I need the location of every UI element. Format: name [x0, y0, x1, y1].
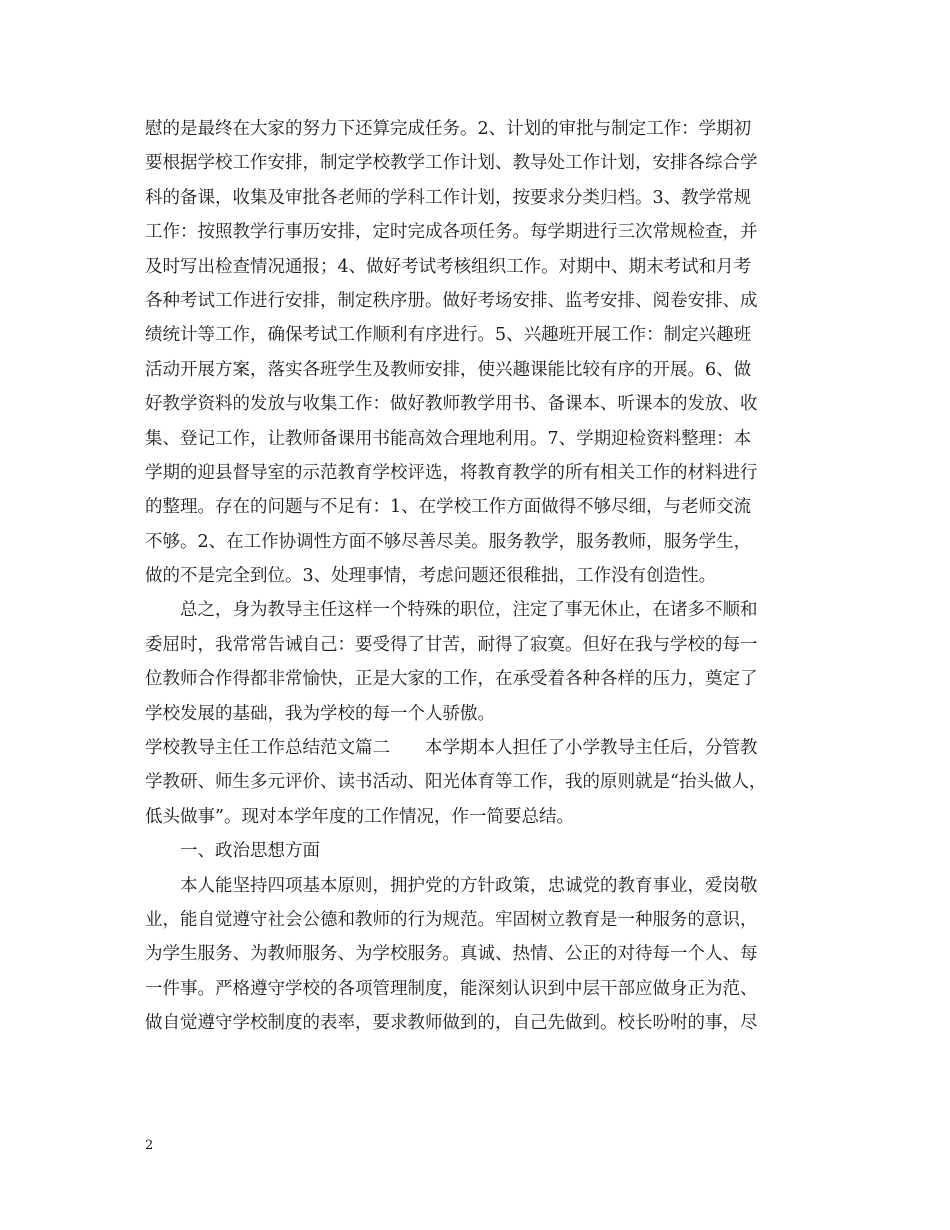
text-line: 业，能自觉遵守社会公德和教师的行为规范。牢固树立教育是一种服务的意识，: [145, 909, 758, 930]
text-line: 工作：按照教学行事历安排，定时完成各项任务。每学期进行三次常规检查，并: [145, 222, 758, 243]
text-line: 及时写出检查情况通报；4、做好考试考核组织工作。对期中、期末考试和月考: [145, 256, 752, 277]
text-line: 的整理。存在的问题与不足有：1、在学校工作方面做得不够尽细，与老师交流: [145, 497, 752, 518]
text-line: 委屈时，我常常告诫自己：要受得了甘苦，耐得了寂寞。但好在我与学校的每一: [145, 634, 758, 655]
text-line: 活动开展方案，落实各班学生及教师安排，使兴趣课能比较有序的开展。6、做: [145, 359, 752, 380]
text-line: 学期的迎县督导室的示范教育学校评选，将教育教学的所有相关工作的材料进行: [145, 462, 758, 483]
text-line: 做的不是完全到位。3、处理事情，考虑问题还很稚拙，工作没有创造性。: [145, 566, 717, 587]
text-line: 一、政治思想方面: [180, 841, 320, 862]
text-line: 各种考试工作进行安排，制定秩序册。做好考场安排、监考安排、阅卷安排、成: [145, 290, 758, 311]
text-line: 总之，身为教导主任这样一个特殊的职位，注定了事无休止，在诸多不顺和: [180, 600, 758, 621]
text-line: 集、登记工作，让教师备课用书能高效合理地利用。7、学期迎检资料整理：本: [145, 428, 752, 449]
text-line: 好教学资料的发放与收集工作：做好教师教学用书、备课本、听课本的发放、收: [145, 394, 758, 415]
text-line: 本人能坚持四项基本原则，拥护党的方针政策，忠诚党的教育事业，爱岗敬: [180, 875, 758, 896]
text-line: 不够。2、在工作协调性方面不够尽善尽美。服务教学，服务教师，服务学生，: [145, 531, 752, 552]
text-line: 慰的是最终在大家的努力下还算完成任务。2、计划的审批与制定工作：学期初: [145, 119, 752, 139]
text-line: 做自觉遵守学校制度的表率，要求教师做到的，自己先做到。校长吩咐的事，尽: [145, 1013, 758, 1034]
text-line: 低头做事”。现对本学年度的工作情况，作一简要总结。: [145, 806, 574, 827]
document-body: [145, 112, 810, 1041]
text-line: 学校教导主任工作总结范文篇二 本学期本人担任了小学教导主任后，分管教: [145, 738, 758, 759]
text-line: 科的备课，收集及审批各老师的学科工作计划，按要求分类归档。3、教学常规: [145, 187, 752, 208]
text-line: 为学生服务、为教师服务、为学校服务。真诚、热情、公正的对待每一个人、每: [145, 944, 758, 965]
text-line: 位教师合作得都非常愉快，正是大家的工作，在承受着各种各样的压力，奠定了: [145, 669, 758, 690]
text-line: 绩统计等工作，确保考试工作顺利有序进行。5、兴趣班开展工作：制定兴趣班: [145, 325, 752, 346]
page-number: 2: [145, 1138, 154, 1153]
text-line: 学教研、师生多元评价、读书活动、阳光体育等工作，我的原则就是“抬头做人，: [145, 772, 767, 793]
text-line: 一件事。严格遵守学校的各项管理制度，能深刻认识到中层干部应做身正为范、: [145, 978, 758, 999]
text-line: 要根据学校工作安排，制定学校教学工作计划、教导处工作计划，安排各综合学: [145, 153, 758, 174]
text-line: 学校发展的基础，我为学校的每一个人骄傲。: [145, 703, 495, 724]
